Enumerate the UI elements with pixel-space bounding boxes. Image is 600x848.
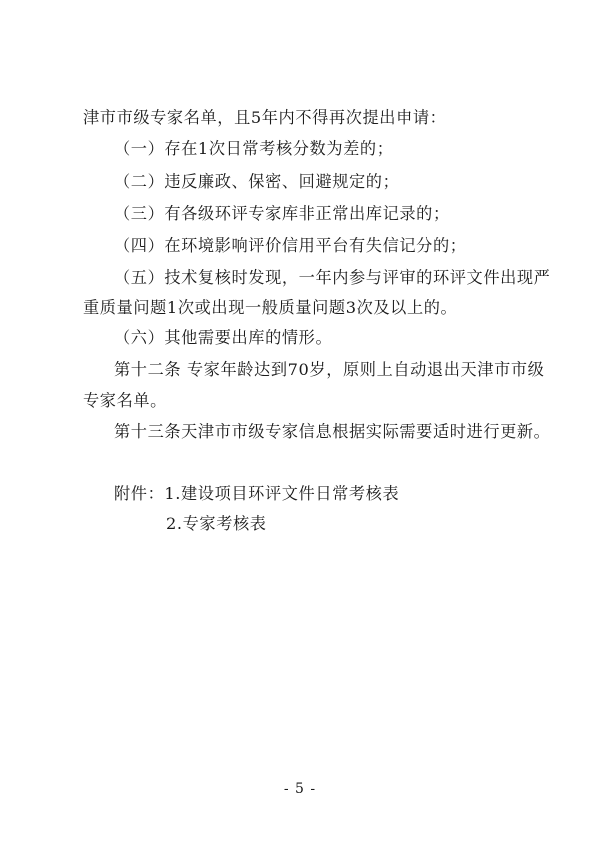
attachment-item-1: 1.建设项目环评文件日常考核表 <box>164 484 400 503</box>
article-13: 第十三条天津市市级专家信息根据实际需要适时进行更新。 <box>114 422 551 441</box>
attachments-line-1 <box>114 484 600 504</box>
article-12-line-1: 第十二条 专家年龄达到70岁，原则上自动退出天津市市级 <box>114 360 545 379</box>
list-item-1: （一）存在1次日常考核分数为差的； <box>114 139 394 158</box>
paragraph-continuation: 津市市级专家名单，且5年内不得再次提出申请： <box>83 108 447 127</box>
page-number: - 5 - <box>283 781 317 797</box>
list-item-5-line-1: （五）技术复核时发现，一年内参与评审的环评文件出现严 <box>114 268 551 287</box>
attachment-item-2: 2.专家考核表 <box>166 514 267 533</box>
list-item-2: （二）违反廉政、保密、回避规定的； <box>114 172 400 191</box>
list-item-5-line-2: 重质量问题1次或出现一般质量问题3次及以上的。 <box>83 298 458 317</box>
list-item-6: （六）其他需要出库的情形。 <box>114 328 333 347</box>
article-12-line-2: 专家名单。 <box>83 391 167 410</box>
attachments-label: 附件： <box>114 484 165 503</box>
list-item-3: （三）有各级环评专家库非正常出库记录的； <box>114 204 450 223</box>
list-item-4: （四）在环境影响评价信用平台有失信记分的； <box>114 236 467 255</box>
